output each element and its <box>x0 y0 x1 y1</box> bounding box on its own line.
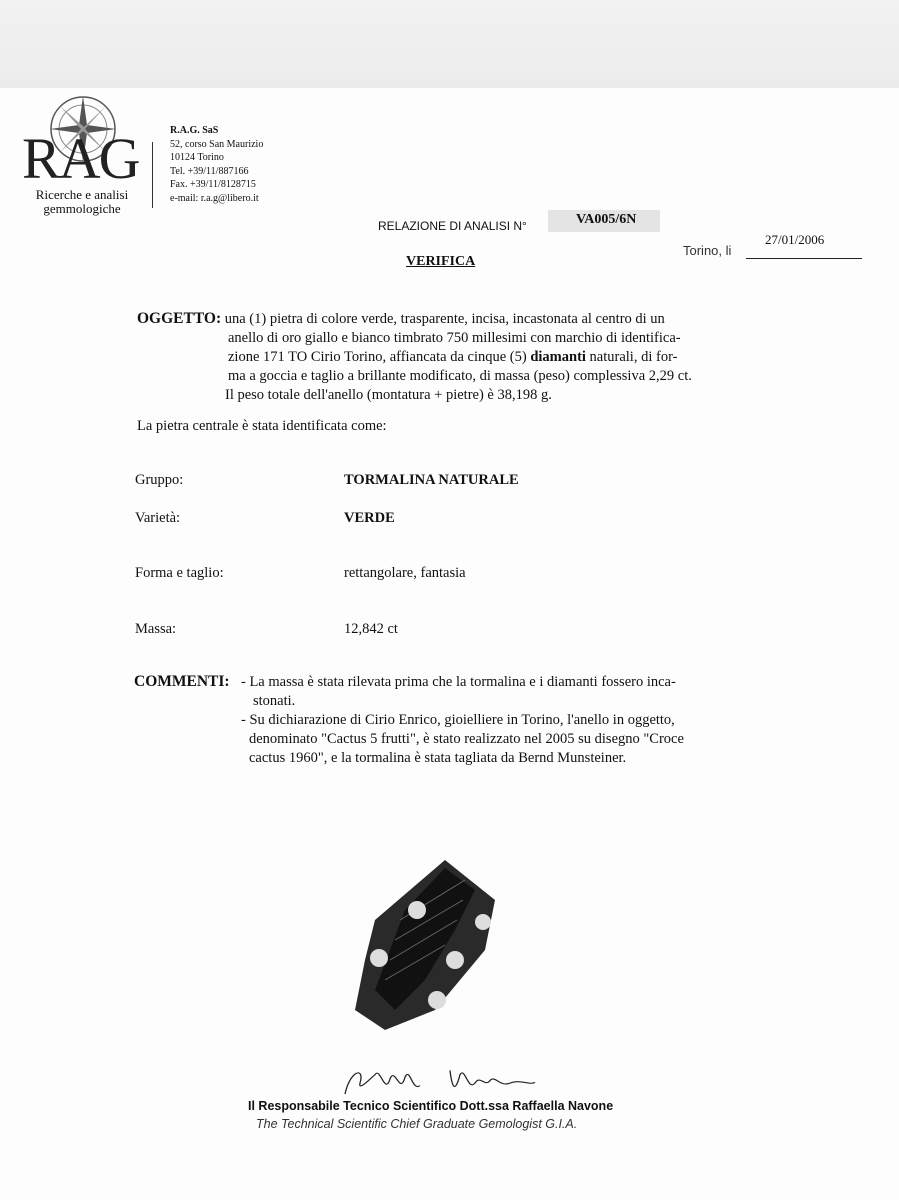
scan-top-band <box>0 0 899 88</box>
text: zione 171 TO Cirio Torino, affiancata da cinque (5) <box>228 349 531 365</box>
fax: Fax. +39/11/8128715 <box>170 179 256 190</box>
text: naturali, di for- <box>585 349 678 365</box>
field-label-varieta: Varietà: <box>135 510 181 526</box>
bold-text: diamanti <box>530 349 586 365</box>
comment-line: stonati. <box>253 693 296 709</box>
oggetto-line: una (1) pietra di colore verde, trasparente, incisa, incastonata al centro di un <box>224 311 665 327</box>
tagline-line: gemmologiche <box>43 201 121 216</box>
logo-tagline <box>22 188 142 216</box>
commenti-lines <box>241 673 684 768</box>
report-type: VERIFICA <box>406 254 476 269</box>
ring-photo <box>345 860 505 1035</box>
divider <box>152 142 153 208</box>
comment-line: cactus 1960", e la tormalina è stata tagliata da Bernd Munsteiner. <box>249 750 627 766</box>
oggetto-line: anello di oro giallo e bianco timbrato 750 millesimi con marchio di identifica- <box>228 330 681 346</box>
oggetto-line <box>228 348 692 367</box>
field-value-massa: 12,842 ct <box>344 621 398 637</box>
phone: Tel. +39/11/887166 <box>170 165 249 177</box>
signatory-title: Il Responsabile Tecnico Scientifico Dott.ssa Raffaella Navone <box>248 1099 614 1113</box>
address-line: 52, corso San Maurizio <box>170 138 264 150</box>
field-value-forma: rettangolare, fantasia <box>344 565 466 581</box>
comment-line: - Su dichiarazione di Cirio Enrico, gioielliere in Torino, l'anello in oggetto, <box>241 712 675 728</box>
oggetto-line: ma a goccia e taglio a brillante modificato, di massa (peso) complessiva 2,29 ct. <box>228 368 692 384</box>
field-label-massa: Massa: <box>135 621 177 637</box>
report-number: VA005/6N <box>576 212 637 227</box>
field-value-varieta: VERDE <box>344 510 395 526</box>
commenti-label: COMMENTI: <box>134 673 230 690</box>
oggetto-line: Il peso totale dell'anello (montatura + pietre) è 38,198 g. <box>225 387 552 403</box>
email: e-mail: r.a.g@libero.it <box>170 192 259 204</box>
company-name: R.A.G. SaS <box>170 125 219 136</box>
tagline-line: Ricerche e analisi <box>35 187 129 202</box>
report-number-box <box>548 210 660 232</box>
handwritten-signature <box>340 1062 540 1100</box>
oggetto-label: OGGETTO: <box>137 310 222 327</box>
comment-line: denominato "Cactus 5 frutti", è stato realizzato nel 2005 su disegno "Croce <box>249 731 684 747</box>
date-underline <box>746 258 862 259</box>
place-label: Torino, li <box>683 243 732 258</box>
oggetto-section <box>137 309 665 329</box>
oggetto-lines <box>225 329 692 405</box>
report-label: RELAZIONE DI ANALISI N° <box>378 219 527 233</box>
logo-text: RAG <box>22 126 139 191</box>
field-label-gruppo: Gruppo: <box>135 472 184 488</box>
field-value-gruppo: TORMALINA NATURALE <box>344 472 519 488</box>
identified-intro: La pietra centrale è stata identificata come: <box>137 418 387 434</box>
company-address <box>170 124 263 205</box>
signatory-subtitle: The Technical Scientific Chief Graduate Gemologist G.I.A. <box>256 1117 578 1131</box>
field-label-forma: Forma e taglio: <box>135 565 224 581</box>
address-line: 10124 Torino <box>170 152 224 163</box>
report-date: 27/01/2006 <box>765 232 825 247</box>
comment-line: - La massa è stata rilevata prima che la tormalina e i diamanti fossero inca- <box>241 674 676 690</box>
